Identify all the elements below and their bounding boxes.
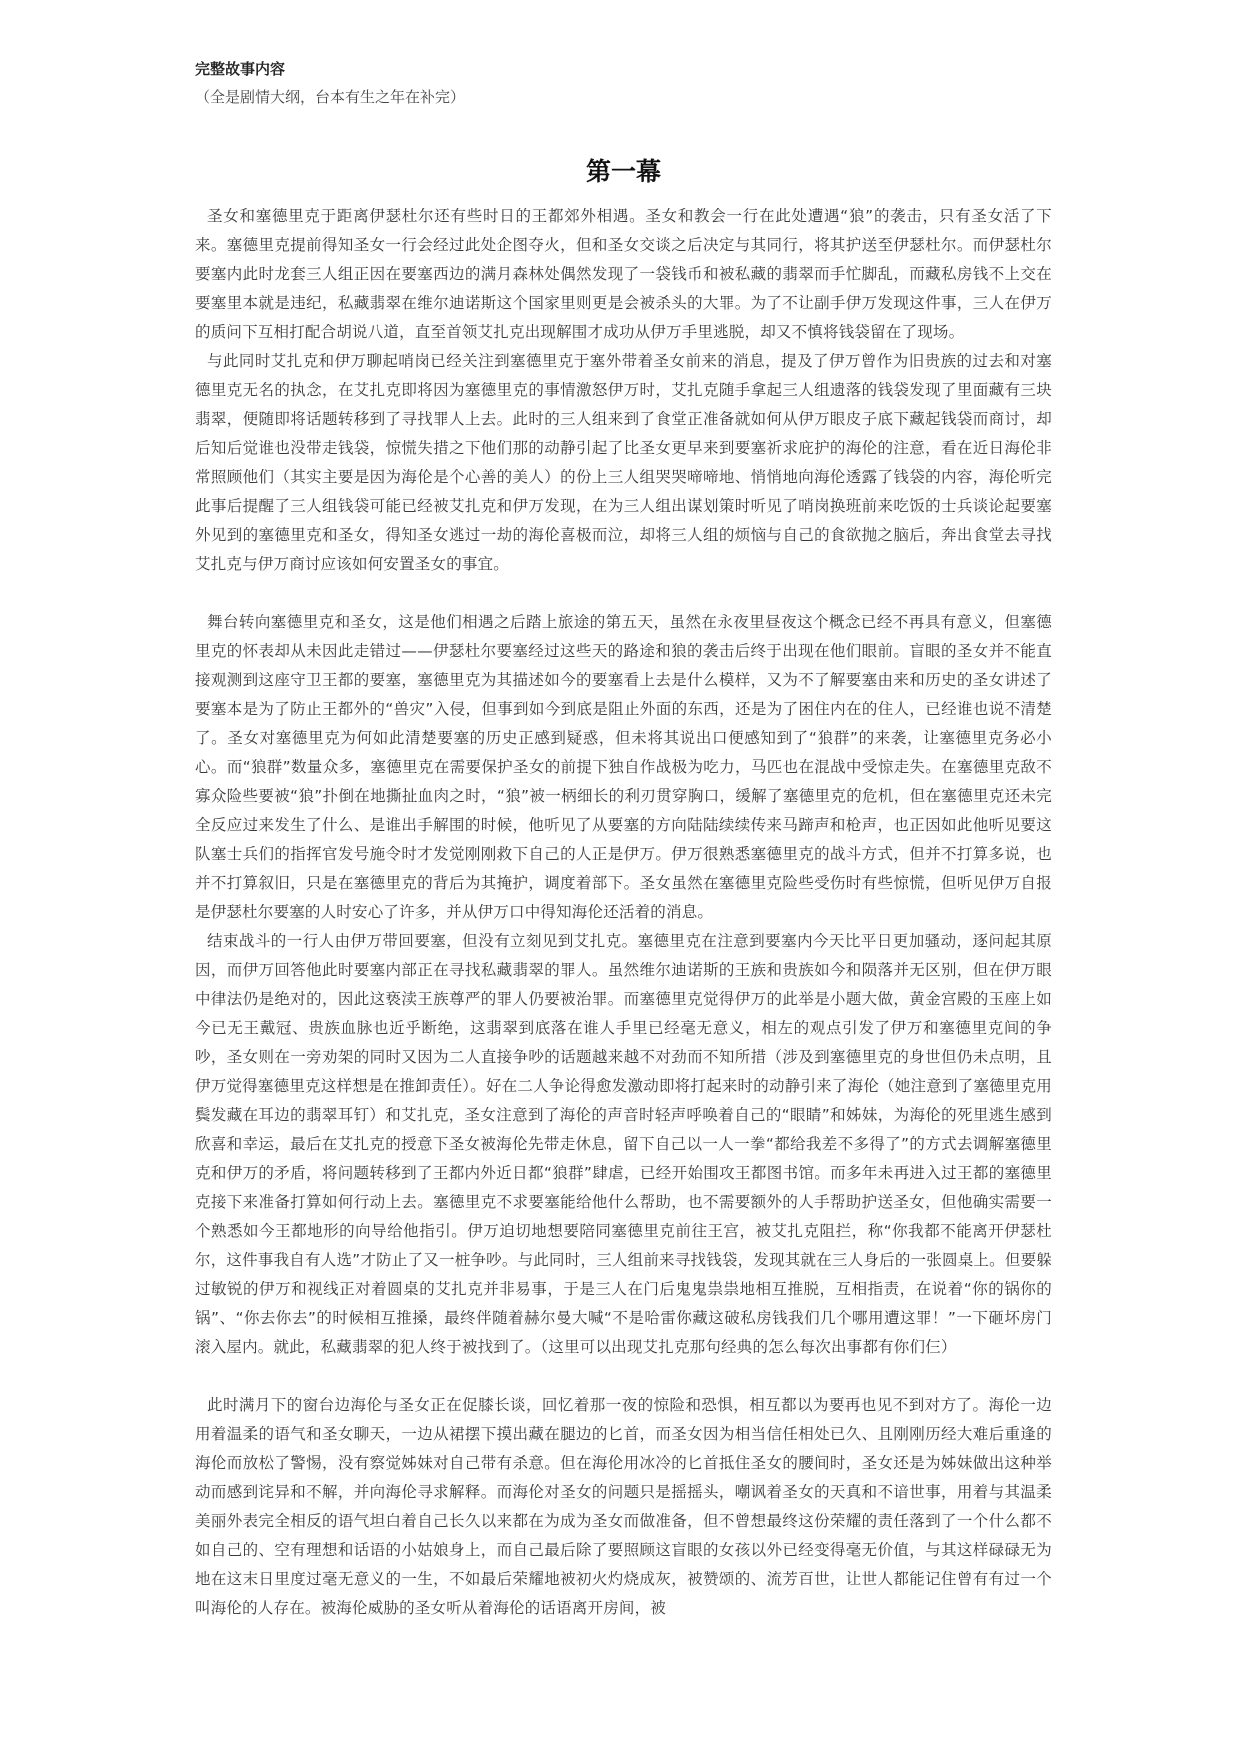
story-paragraph-2: 与此同时艾扎克和伊万聊起哨岗已经关注到塞德里克于塞外带着圣女前来的消息，提及了伊万曾作为旧贵族的过去和对塞德里克无名的执念，在艾扎克即将因为塞德里克的事情激怒伊万时，艾扎克随手拿起三人组遗落的钱袋发现了里面藏有三块翡翠，便随即将话题转移到了寻找罪人上去。此时的三人组来到了食堂正准备就如何从伊万眼皮子底下藏起钱袋而商讨，却后知后觉谁也没带走钱袋，惊慌失措之下他们那的动静引起了比圣女更早来到要塞祈求庇护的海伦的注意，看在近日海伦非常照顾他们（其实主要是因为海伦是个心善的美人）的份上三人组哭哭啼啼地、悄悄地向海伦透露了钱袋的内容，海伦听完此事后提醒了三人组钱袋可能已经被艾扎克和伊万发现，在为三人组出谋划策时听见了哨岗换班前来吃饭的士兵谈论起要塞外见到的塞德里克和圣女，得知圣女逃过一劫的海伦喜极而泣，却将三人组的烦恼与自己的食欲抛之脑后，奔出食堂去寻找艾扎克与伊万商讨应该如何安置圣女的事宜。	[195, 352, 1052, 573]
story-paragraph-3: 舞台转向塞德里克和圣女，这是他们相遇之后踏上旅途的第五天，虽然在永夜里昼夜这个概念已经不再具有意义，但塞德里克的怀表却从未因此走错过——伊瑟杜尔要塞经过这些天的路途和狼的袭击后终于出现在他们眼前。盲眼的圣女并不能直接观测到这座守卫王都的要塞，塞德里克为其描述如今的要塞看上去是什么模样，又为不了解要塞由来和历史的圣女讲述了要塞本是为了防止王都外的“兽灾”入侵，但事到如今到底是阻止外面的东西，还是为了困住内在的住人，已经谁也说不清楚了。圣女对塞德里克为何如此清楚要塞的历史正感到疑惑，但未将其说出口便感知到了“狼群”的来袭，让塞德里克务必小心。而“狼群”数量众多，塞德里克在需要保护圣女的前提下独自作战极为吃力，马匹也在混战中受惊走失。在塞德里克敌不寡众险些要被“狼”扑倒在地撕扯血肉之时，“狼”被一柄细长的利刃贯穿胸口，缓解了塞德里克的危机，但在塞德里克还未完全反应过来发生了什么、是谁出手解围的时候，他听见了从要塞的方向陆陆续续传来马蹄声和枪声，也正因如此他听见要这队塞士兵们的指挥官发号施令时才发觉刚刚救下自己的人正是伊万。伊万很熟悉塞德里克的战斗方式，但并不打算多说，也并不打算叙旧，只是在塞德里克的背后为其掩护，调度着部下。圣女虽然在塞德里克险些受伤时有些惊慌，但听见伊万自报是伊瑟杜尔要塞的人时安心了许多，并从伊万口中得知海伦还活着的消息。	[195, 613, 1052, 921]
paragraph-spacer	[195, 579, 1052, 608]
story-paragraph-1: 圣女和塞德里克于距离伊瑟杜尔还有些时日的王都郊外相遇。圣女和教会一行在此处遭遇“狼”的袭击，只有圣女活了下来。塞德里克提前得知圣女一行会经过此处企图夺火，但和圣女交谈之后决定与其同行，将其护送至伊瑟杜尔。而伊瑟杜尔要塞内此时龙套三人组正因在要塞西边的满月森林处偶然发现了一袋钱币和被私藏的翡翠而手忙脚乱，而藏私房钱不上交在要塞里本就是违纪，私藏翡翠在维尔迪诺斯这个国家里则更是会被杀头的大罪。为了不让副手伊万发现这件事，三人在伊万的质问下互相打配合胡说八道，直至首领艾扎克出现解围才成功从伊万手里逃脱，却又不慎将钱袋留在了现场。	[195, 207, 1052, 341]
document-subtitle: （全是剧情大纲，台本有生之年在补完）	[195, 88, 466, 106]
story-paragraph-4: 结束战斗的一行人由伊万带回要塞，但没有立刻见到艾扎克。塞德里克在注意到要塞内今天比平日更加骚动，逐问起其原因，而伊万回答他此时要塞内部正在寻找私藏翡翠的罪人。虽然维尔迪诺斯的王族和贵族如今和陨落并无区别，但在伊万眼中律法仍是绝对的，因此这亵渎王族尊严的罪人仍要被治罪。而塞德里克觉得伊万的此举是小题大做，黄金宫殿的玉座上如今已无王戴冠、贵族血脉也近乎断绝，这翡翠到底落在谁人手里已经毫无意义，相左的观点引发了伊万和塞德里克间的争吵，圣女则在一旁劝架的同时又因为二人直接争吵的话题越来越不对劲而不知所措（涉及到塞德里克的身世但仍未点明，且伊万觉得塞德里克这样想是在推卸责任）。好在二人争论得愈发激动即将打起来时的动静引来了海伦（她注意到了塞德里克用鬓发藏在耳边的翡翠耳钉）和艾扎克，圣女注意到了海伦的声音时轻声呼唤着自己的“眼睛”和姊妹，为海伦的死里逃生感到欣喜和幸运，最后在艾扎克的授意下圣女被海伦先带走休息，留下自己以一人一拳“都给我差不多得了”的方式去调解塞德里克和伊万的矛盾，将问题转移到了王都内外近日都“狼群”肆虐，已经开始围攻王都图书馆。而多年未再进入过王都的塞德里克接下来准备打算如何行动上去。塞德里克不求要塞能给他什么帮助，也不需要额外的人手帮助护送圣女，但他确实需要一个熟悉如今王都地形的向导给他指引。伊万迫切地想要陪同塞德里克前往王宫，被艾扎克阻拦，称“你我都不能离开伊瑟杜尔，这件事我自有人选”才防止了又一桩争吵。与此同时，三人组前来寻找钱袋，发现其就在三人身后的一张圆桌上。但要躲过敏锐的伊万和视线正对着圆桌的艾扎克并非易事，于是三人在门后鬼鬼祟祟地相互推脱，互相指责，在说着“你的锅你的锅”、“你去你去”的时候相互推搡，最终伴随着赫尔曼大喊“不是哈雷你藏这破私房钱我们几个哪用遭这罪！”一下砸坏房门滚入屋内。就此，私藏翡翠的犯人终于被找到了。（这里可以出现艾扎克那句经典的怎么每次出事都有你们仨）	[195, 932, 1052, 1356]
act-heading: 第一幕	[585, 157, 661, 186]
paragraph-spacer	[195, 1362, 1052, 1391]
document-title: 完整故事内容	[195, 60, 286, 78]
story-paragraph-5: 此时满月下的窗台边海伦与圣女正在促膝长谈，回忆着那一夜的惊险和恐惧，相互都以为要再也见不到对方了。海伦一边用着温柔的语气和圣女聊天，一边从裙摆下摸出藏在腿边的匕首，而圣女因为相当信任相处已久、且刚刚历经大难后重逢的海伦而放松了警惕，没有察觉姊妹对自己带有杀意。但在海伦用冰冷的匕首抵住圣女的腰间时，圣女还是为姊妹做出这种举动而感到诧异和不解，并向海伦寻求解释。而海伦对圣女的问题只是摇摇头，嘲讽着圣女的天真和不谙世事，用着与其温柔美丽外表完全相反的语气坦白着自己长久以来都在为成为圣女而做准备，但不曾想最终这份荣耀的责任落到了一个什么都不如自己的、空有理想和话语的小姑娘身上，而自己最后除了要照顾这盲眼的女孩以外已经变得毫无价值，与其这样碌碌无为地在这末日里度过毫无意义的一生，不如最后荣耀地被初火灼烧成灰，被赞颂的、流芳百世，让世人都能记住曾有有过一个叫海伦的人存在。被海伦威胁的圣女听从着海伦的话语离开房间，被	[195, 1396, 1052, 1617]
